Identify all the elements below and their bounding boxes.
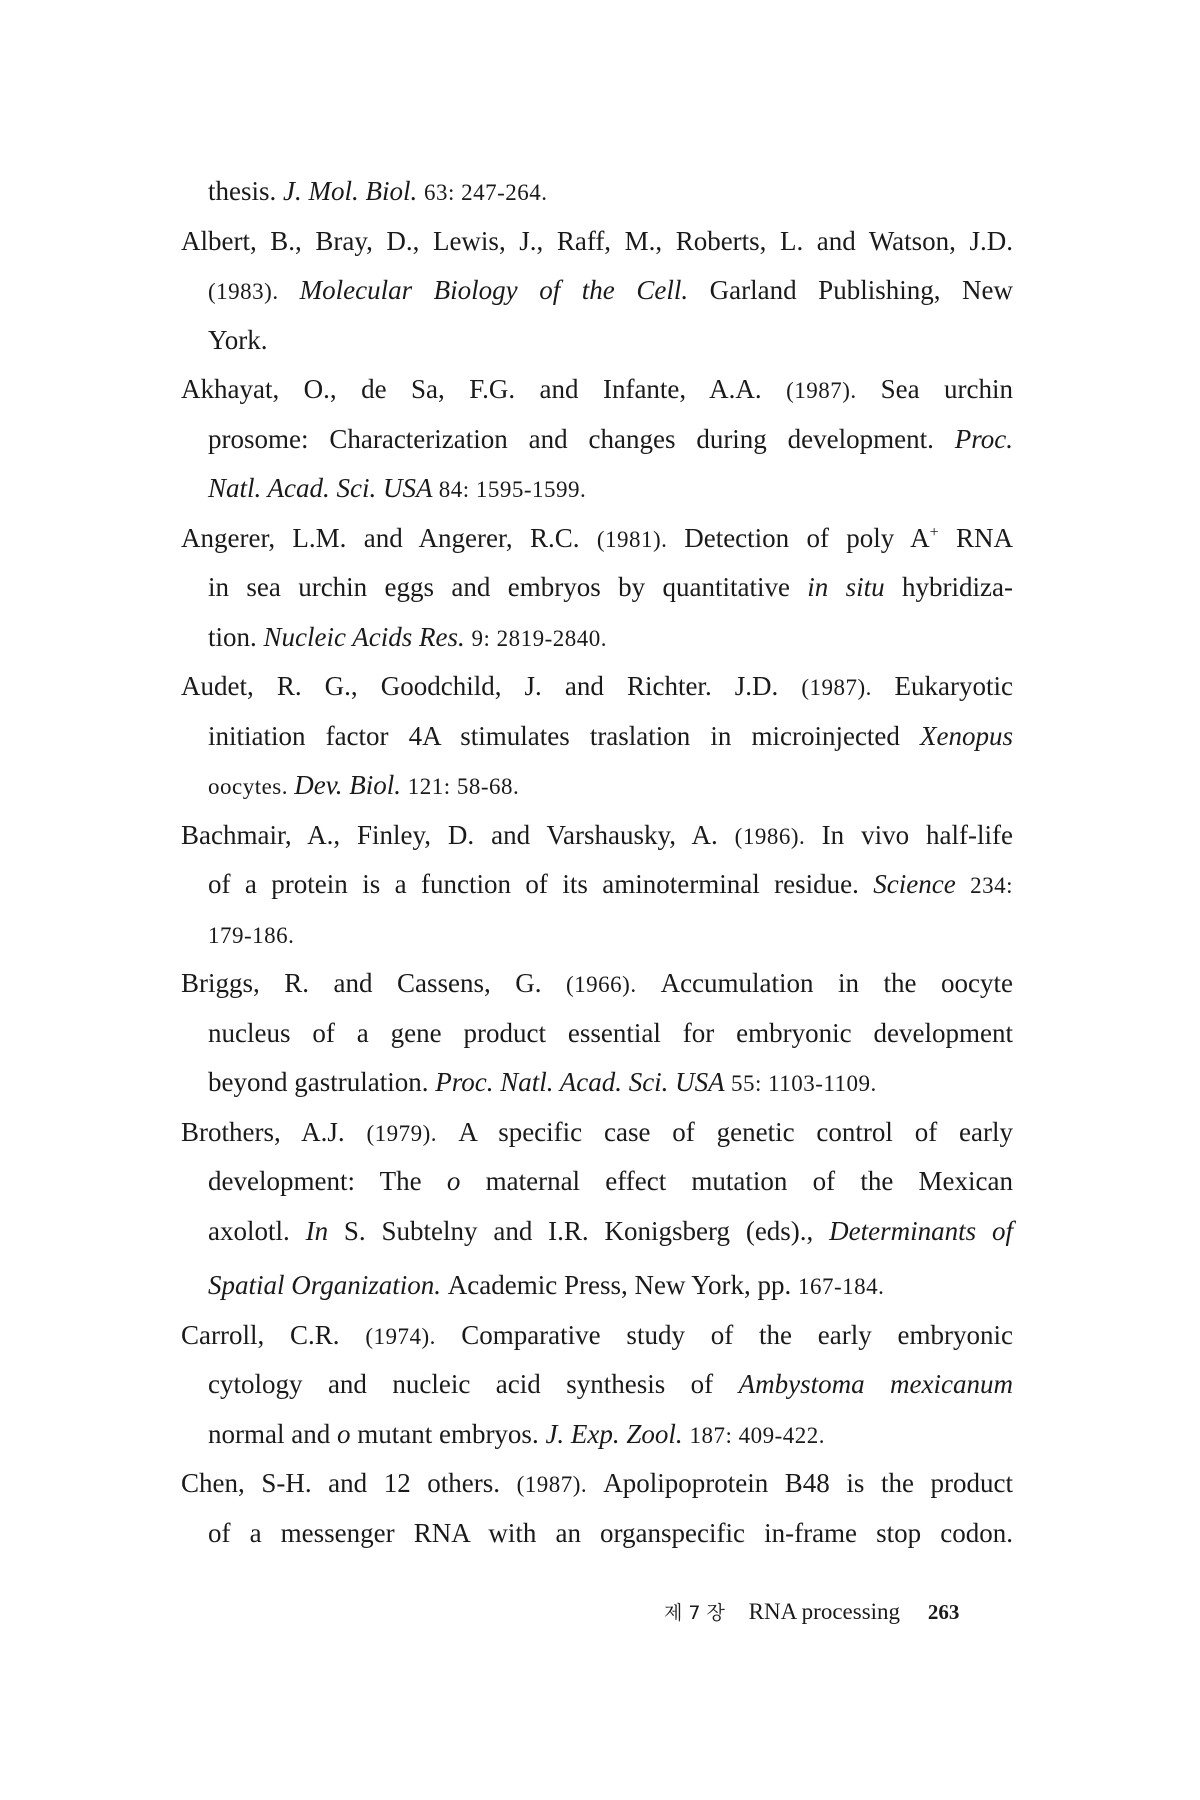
numeral-text: (1987).	[801, 675, 895, 700]
reference-line	[181, 811, 1013, 861]
text: Angerer, L.M. and Angerer, R.C.	[181, 522, 597, 553]
italic-text: J. Exp. Zool.	[545, 1418, 690, 1449]
reference-line	[181, 217, 1013, 267]
reference-line	[181, 662, 1013, 712]
text: Eukaryotic	[894, 671, 1013, 701]
italic-text: Dev. Biol.	[294, 770, 408, 800]
text: tion.	[208, 621, 264, 652]
text: Chen, S-H. and 12 others.	[181, 1468, 517, 1498]
reference-entry	[181, 811, 1013, 960]
reference-line	[208, 464, 1013, 514]
numeral-text: 55: 1103-1109.	[730, 1071, 877, 1096]
numeral-text: 187: 409-422.	[689, 1422, 825, 1448]
text: Carroll, C.R.	[181, 1319, 366, 1350]
reference-entry	[181, 1311, 1013, 1460]
text: initiation factor 4A stimulates traslation in microinjected	[208, 720, 921, 751]
numeral-text: oocytes.	[208, 774, 295, 799]
italic-text: in situ	[807, 572, 903, 602]
reference-line	[208, 316, 1013, 366]
reference-line	[208, 1410, 1013, 1460]
italic-text: Determinants of	[829, 1215, 1013, 1246]
text: A specific case of genetic control of early	[458, 1116, 1014, 1147]
reference-entry	[181, 1108, 1013, 1311]
numeral-text: (1979).	[366, 1120, 459, 1146]
text: beyond gastrulation.	[208, 1067, 436, 1097]
reference-line	[208, 266, 1013, 316]
reference-entry	[181, 167, 1013, 217]
text: axolotl.	[208, 1215, 306, 1246]
italic-text: o	[336, 1418, 358, 1449]
italic-text: o	[446, 1166, 486, 1196]
text: Garland Publishing, New	[709, 275, 1014, 305]
reference-line	[208, 1009, 1013, 1059]
italic-text: Ambystoma mexicanum	[738, 1369, 1013, 1399]
reference-line	[181, 365, 1013, 415]
numeral-text: 179-186.	[208, 922, 295, 948]
reference-entry	[181, 365, 1013, 514]
reference-line	[208, 761, 1013, 811]
numeral-text: 84: 1595-1599.	[438, 477, 587, 502]
reference-line	[181, 1459, 1013, 1509]
text: York.	[208, 324, 268, 355]
text: mutant embryos.	[357, 1418, 546, 1449]
text: prosome: Characterization and changes during development.	[208, 423, 955, 454]
reference-entry	[181, 514, 1013, 663]
text: hybridiza-	[902, 572, 1013, 602]
reference-line	[208, 1360, 1013, 1410]
numeral-text: 121: 58-68.	[407, 774, 520, 799]
numeral-text: 167-184.	[798, 1274, 885, 1299]
reference-line	[208, 1058, 1013, 1108]
text: Comparative study of the early embryonic	[461, 1319, 1013, 1350]
numeral-text: (1987).	[516, 1472, 604, 1497]
reference-line	[208, 563, 1013, 613]
text: Brothers, A.J.	[181, 1116, 367, 1147]
numeral-text: (1974).	[365, 1323, 462, 1349]
page-number: 263	[927, 1600, 960, 1624]
reference-line	[208, 415, 1013, 465]
numeral-text: (1987).	[786, 378, 881, 403]
numeral-text: (1966).	[566, 972, 661, 997]
reference-entry	[181, 1459, 1013, 1558]
text: development: The	[208, 1166, 447, 1196]
running-footer	[664, 1598, 959, 1625]
text: RNA	[938, 522, 1013, 553]
text: thesis.	[208, 176, 284, 206]
reference-line	[181, 959, 1013, 1009]
text: Academic Press, New York, pp.	[447, 1270, 798, 1300]
reference-line	[208, 860, 1013, 910]
reference-line	[208, 167, 1013, 217]
italic-text: Molecular Biology of the Cell.	[299, 275, 710, 305]
italic-text: Spatial Organization.	[208, 1270, 448, 1300]
text: Albert, B., Bray, D., Lewis, J., Raff, M., Roberts, L. and Watson, J.D.	[181, 225, 1013, 256]
italic-text: Proc. Natl. Acad. Sci. USA	[435, 1067, 731, 1097]
reference-line	[208, 712, 1013, 762]
text: Bachmair, A., Finley, D. and Varshausky, A.	[181, 819, 735, 850]
text: Briggs, R. and Cassens, G.	[181, 968, 566, 998]
italic-text: In	[305, 1215, 344, 1246]
italic-text: Proc.	[954, 423, 1013, 454]
reference-line	[208, 1509, 1013, 1559]
text: Apolipoprotein B48 is the product	[603, 1468, 1014, 1498]
reference-entry	[181, 959, 1013, 1108]
numeral-text: 9: 2819-2840.	[471, 625, 608, 651]
italic-text: Xenopus	[920, 720, 1013, 751]
text: Sea urchin	[880, 374, 1013, 404]
text: Accumulation in the oocyte	[660, 968, 1013, 998]
reference-entry	[181, 217, 1013, 366]
italic-text: Nucleic Acids Res.	[263, 621, 472, 652]
reference-line	[208, 613, 1013, 663]
reference-list	[181, 167, 1013, 1558]
reference-line	[181, 1311, 1013, 1361]
text: maternal effect mutation of the Mexican	[485, 1166, 1014, 1196]
text: nucleus of a gene product essential for embryonic development	[208, 1017, 1013, 1048]
text: of a protein is a function of its aminoterminal residue.	[208, 869, 874, 899]
text: S. Subtelny and I.R. Konigsberg (eds).,	[343, 1215, 830, 1246]
text: normal and	[208, 1418, 337, 1449]
numeral-text: 234:	[970, 873, 1013, 898]
italic-text: Science	[873, 869, 971, 899]
numeral-text: (1986).	[734, 823, 822, 849]
text: Akhayat, O., de Sa, F.G. and Infante, A.A.	[181, 374, 787, 404]
reference-line	[181, 514, 1013, 564]
text: Detection of poly A	[684, 522, 930, 553]
text: in sea urchin eggs and embryos by quantitative	[208, 572, 808, 602]
reference-line	[208, 910, 1013, 960]
chapter-label: 제 7 장	[664, 1602, 725, 1624]
superscript: +	[929, 523, 939, 541]
chapter-title: RNA processing	[748, 1599, 901, 1624]
reference-line	[181, 1108, 1013, 1158]
text: cytology and nucleic acid synthesis of	[208, 1369, 739, 1399]
reference-line	[208, 1157, 1013, 1207]
italic-text: J. Mol. Biol.	[283, 176, 424, 206]
numeral-text: (1981).	[596, 526, 685, 552]
text: In vivo half-life	[821, 819, 1013, 850]
reference-line	[208, 1261, 1013, 1311]
reference-entry	[181, 662, 1013, 811]
text: Audet, R. G., Goodchild, J. and Richter. J.D.	[181, 671, 802, 701]
numeral-text: (1983).	[208, 279, 300, 304]
italic-text: Natl. Acad. Sci. USA	[208, 473, 439, 503]
reference-line	[208, 1207, 1013, 1257]
numeral-text: 63: 247-264.	[424, 180, 548, 205]
text: of a messenger RNA with an organspecific in-frame stop codon.	[208, 1517, 1013, 1548]
